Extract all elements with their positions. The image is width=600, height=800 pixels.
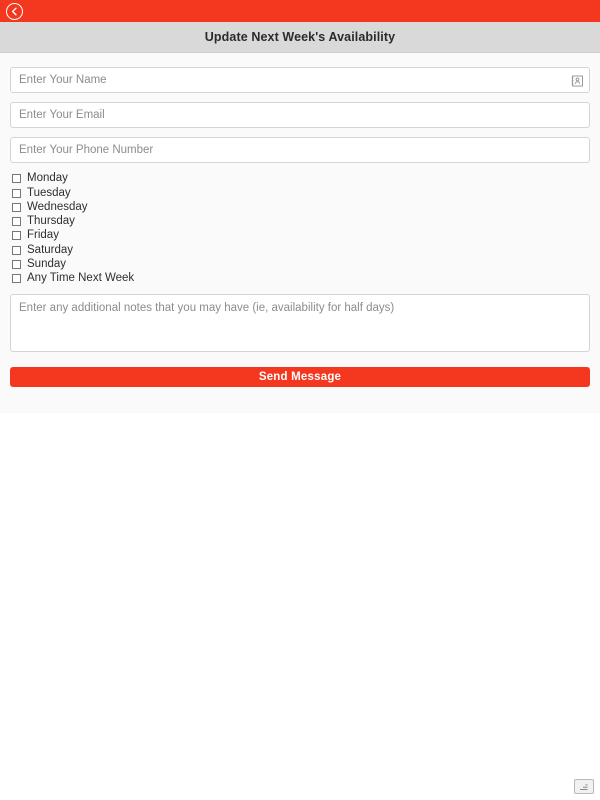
checkbox-tuesday[interactable] xyxy=(12,189,21,198)
page-title: Update Next Week's Availability xyxy=(204,30,396,44)
checkbox-label: Wednesday xyxy=(27,200,88,213)
checkbox-row[interactable] xyxy=(12,272,590,286)
checkbox-label: Thursday xyxy=(27,215,75,228)
contact-book-icon[interactable] xyxy=(571,75,583,86)
checkbox-label: Any Time Next Week xyxy=(27,272,135,285)
top-toolbar xyxy=(0,0,600,22)
checkbox-wednesday[interactable] xyxy=(12,203,21,212)
email-input[interactable] xyxy=(10,102,590,128)
notes-textarea[interactable] xyxy=(10,294,590,352)
notes-field-wrapper xyxy=(10,294,590,355)
resize-grip-icon[interactable] xyxy=(574,779,594,794)
name-field-wrapper xyxy=(10,67,590,93)
checkbox-row[interactable] xyxy=(12,186,590,200)
availability-form xyxy=(0,53,600,413)
page-title-bar xyxy=(0,22,600,53)
checkbox-row[interactable] xyxy=(12,201,590,215)
checkbox-label: Sunday xyxy=(27,258,67,271)
phone-input[interactable] xyxy=(10,137,590,163)
checkbox-friday[interactable] xyxy=(12,231,21,240)
checkbox-row[interactable] xyxy=(12,229,590,243)
phone-field-wrapper xyxy=(10,137,590,163)
checkbox-label: Saturday xyxy=(27,243,74,256)
back-arrow-circle-icon[interactable] xyxy=(6,3,23,20)
checkbox-label: Friday xyxy=(27,229,59,242)
checkbox-monday[interactable] xyxy=(12,174,21,183)
checkbox-saturday[interactable] xyxy=(12,246,21,255)
checkbox-sunday[interactable] xyxy=(12,260,21,269)
checkbox-thursday[interactable] xyxy=(12,217,21,226)
day-checkbox-list xyxy=(12,172,590,286)
checkbox-label: Tuesday xyxy=(27,186,71,199)
checkbox-row[interactable] xyxy=(12,258,590,272)
checkbox-row[interactable] xyxy=(12,243,590,257)
name-input[interactable] xyxy=(10,67,590,93)
checkbox-row[interactable] xyxy=(12,172,590,186)
checkbox-label: Monday xyxy=(27,172,68,185)
checkbox-row[interactable] xyxy=(12,215,590,229)
email-field-wrapper xyxy=(10,102,590,128)
send-message-button[interactable]: Send Message xyxy=(10,367,590,387)
checkbox-any-time-next-week[interactable] xyxy=(12,274,21,283)
